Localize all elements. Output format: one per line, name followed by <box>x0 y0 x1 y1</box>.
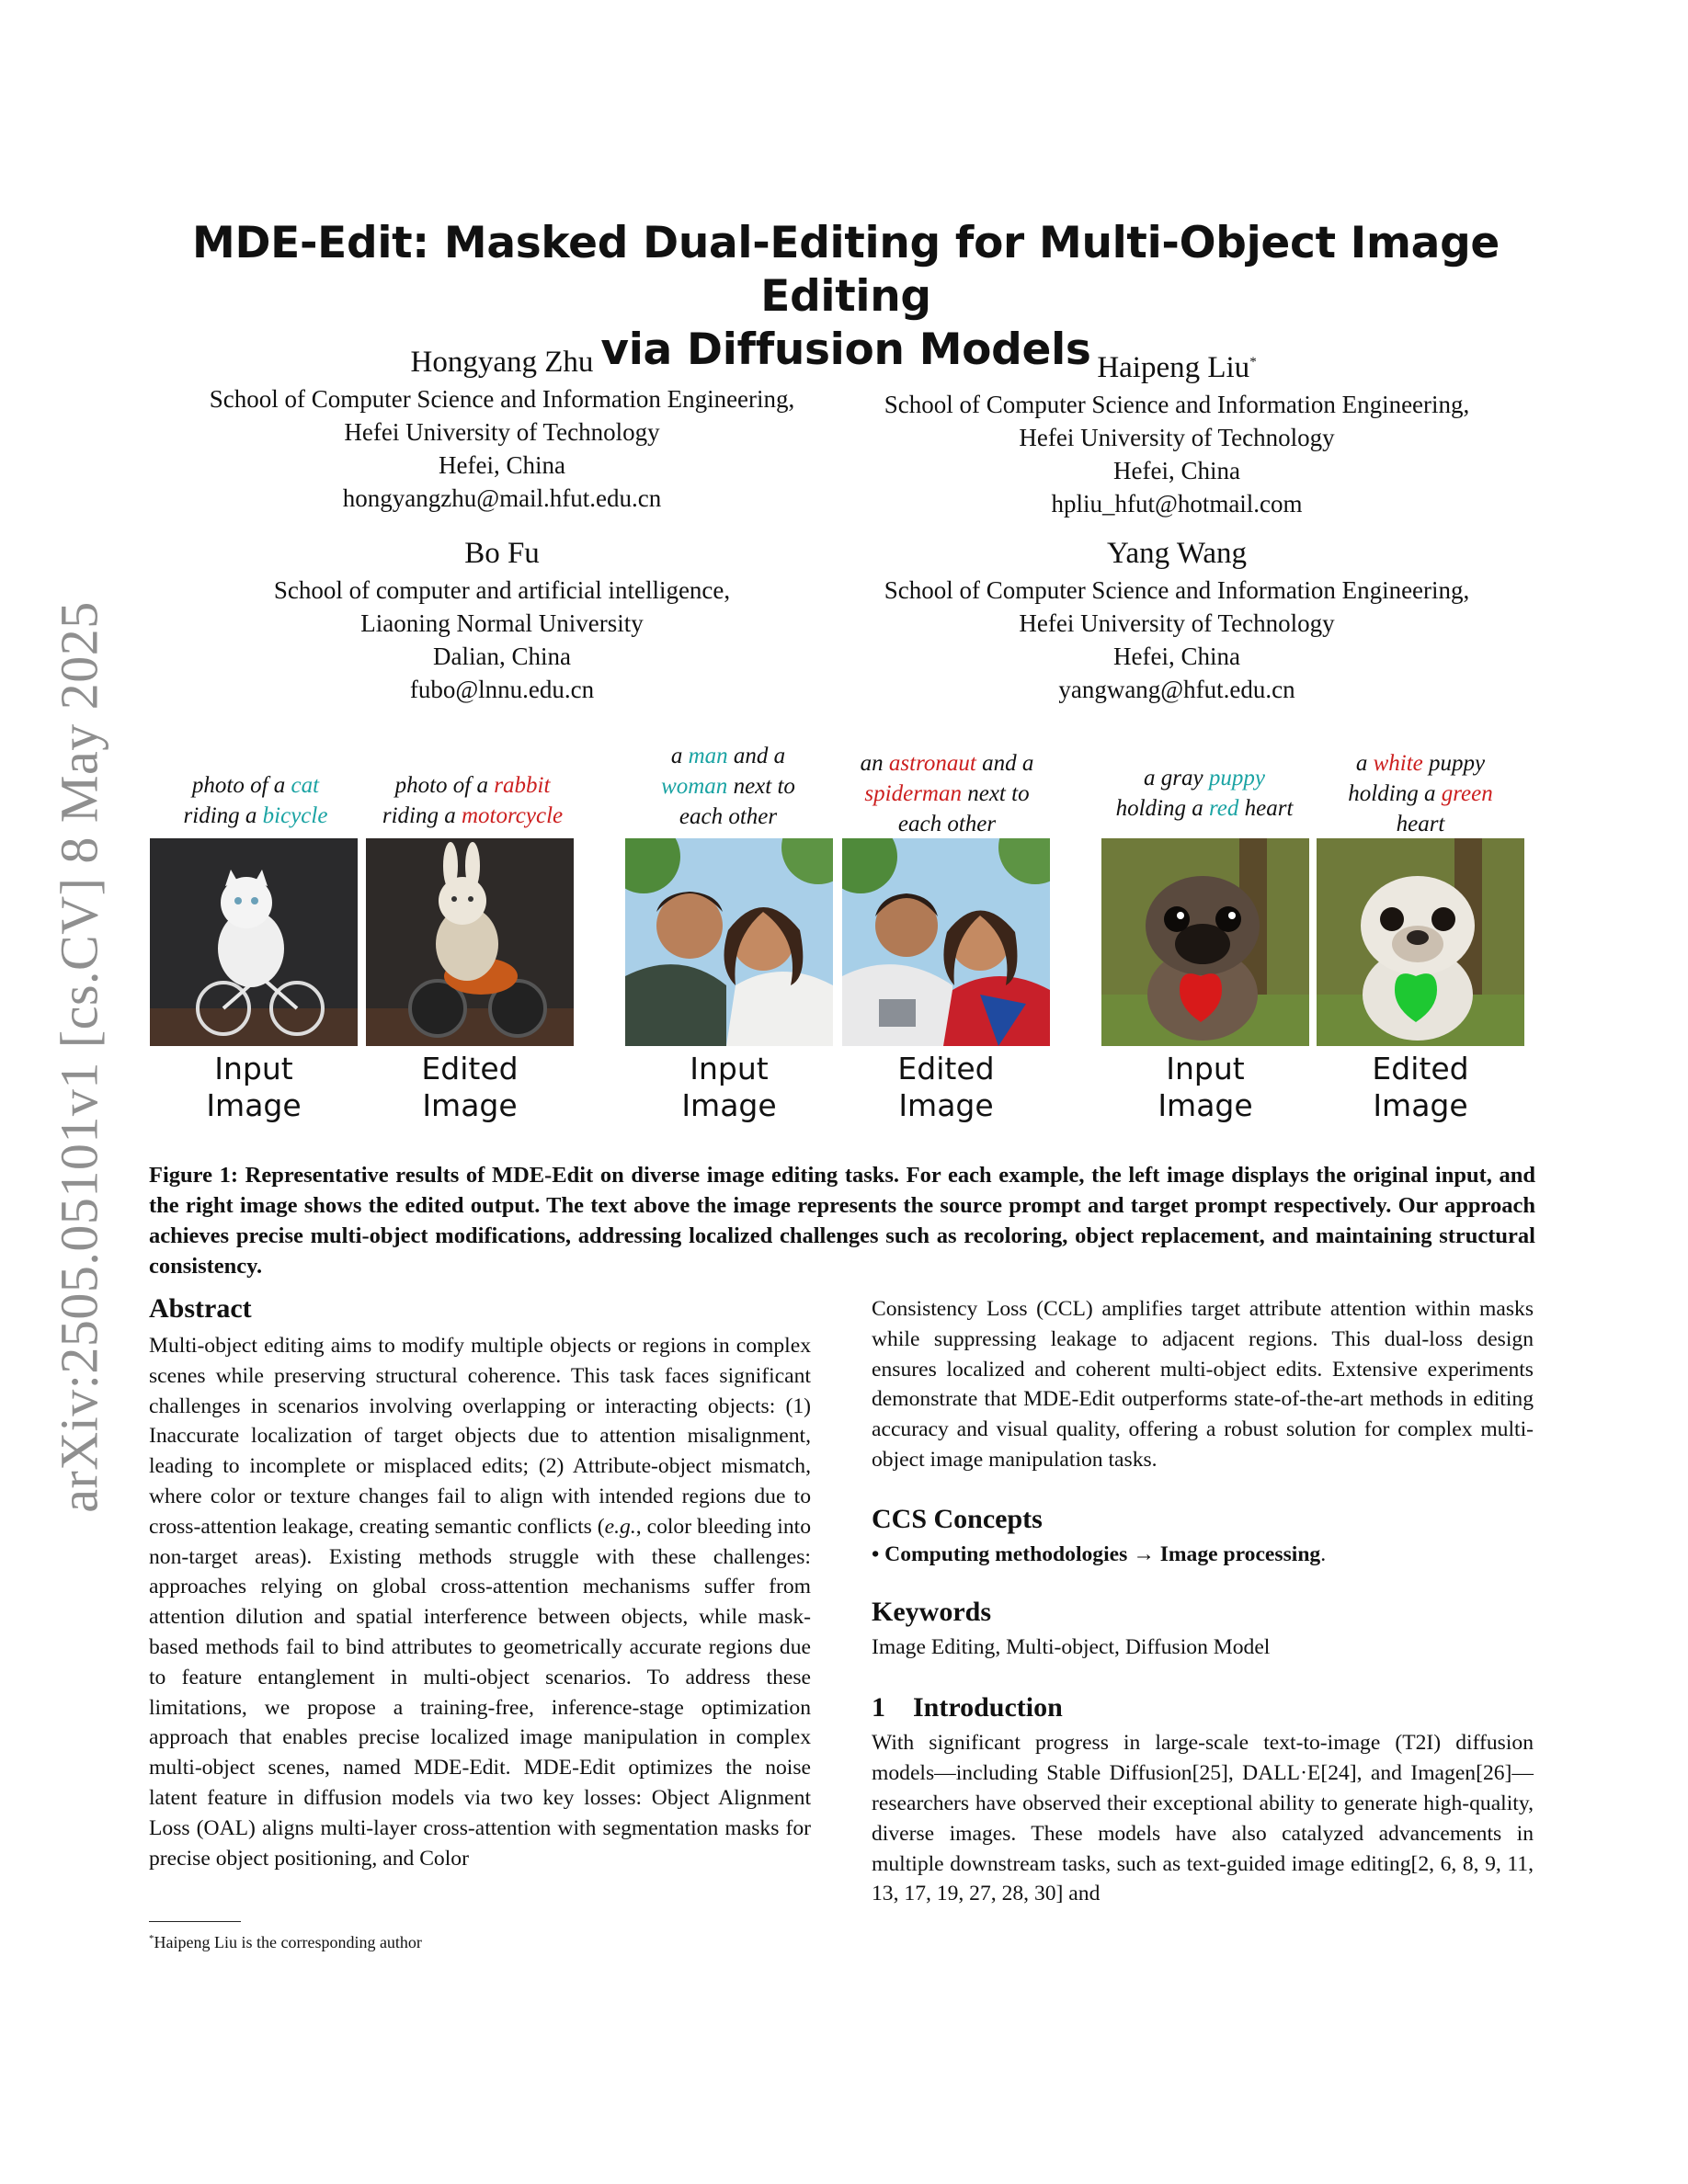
author-location: Hefei, China <box>439 451 565 479</box>
abstract-continued: Consistency Loss (CCL) amplifies target attribute attention within masks while suppressing leakage to adjacent regions. This dual-loss design ensures localized and coherent multi-object edits. Extensive experiments demonstrate that MDE-Edit outperforms state-of-the-art methods in editing accuracy and visual quality, offering a robust solution for complex multi-object image manipulation tasks. <box>872 1297 1534 1472</box>
footnote: *Haipeng Liu is the corresponding author <box>149 1933 422 1951</box>
prompt-man-woman: a man and a woman next to each other <box>661 744 795 829</box>
footnote-rule <box>149 1921 241 1922</box>
ccs-text: • Computing methodologies → Image processing. <box>872 1541 1327 1566</box>
author-block-3 <box>162 533 842 706</box>
author-location: Hefei, China <box>1113 457 1240 484</box>
label-input: Input Image <box>1158 1051 1253 1123</box>
figure-caption: Figure 1: Representative results of MDE-Edit on diverse image editing tasks. For each example, the left image displays the original input, and the right image shows the edited output. The text above the image represents the source prompt and target prompt respectively. Our approach achieves precise multi-object modifications, addressing localized challenges such as recoloring, object replacement, and maintaining structural consistency. <box>149 1163 1535 1279</box>
author-location: Dalian, China <box>433 643 571 670</box>
keywords-text: Image Editing, Multi-object, Diffusion Model <box>872 1634 1271 1659</box>
author-email: yangwang@hfut.edu.cn <box>1058 676 1295 703</box>
image-cat-input <box>150 838 358 1046</box>
title-line-1: MDE-Edit: Masked Dual-Editing for Multi-Object Image Editing <box>191 218 1500 322</box>
image-rabbit-edited <box>366 838 574 1046</box>
label-edited: Edited Image <box>421 1051 519 1123</box>
label-input: Input Image <box>206 1051 302 1123</box>
abstract-heading: Abstract <box>149 1293 252 1324</box>
keywords-heading: Keywords <box>872 1596 991 1627</box>
author-institution: Hefei University of Technology <box>1019 609 1335 637</box>
author-affiliation: School of Computer Science and Information Engineering, <box>209 385 795 413</box>
image-astronaut-spiderman-edited <box>842 838 1050 1046</box>
author-institution: Liaoning Normal University <box>360 609 644 637</box>
ccs-heading: CCS Concepts <box>872 1503 1043 1534</box>
author-email: fubo@lnnu.edu.cn <box>409 676 595 703</box>
author-institution: Hefei University of Technology <box>1019 424 1335 451</box>
right-column <box>872 1294 1534 1909</box>
image-gray-puppy-input <box>1101 838 1309 1046</box>
author-block-1 <box>162 342 842 515</box>
image-man-woman-input <box>625 838 833 1046</box>
author-institution: Hefei University of Technology <box>344 418 660 446</box>
intro-heading: 1 Introduction <box>872 1692 1063 1723</box>
author-block-4 <box>837 533 1517 706</box>
author-affiliation: School of Computer Science and Information Engineering, <box>884 391 1470 418</box>
prompt-cat: photo of a cat riding a bicycle <box>183 773 328 828</box>
intro-text: With significant progress in large-scale text-to-image (T2I) diffusion models—including Stable Diffusion[25], DALL·E[24], and Imagen[26]—researchers have observed their exceptional ability to generate high-quality, diverse images. These models have also catalyzed advancements in multiple downstream tasks, such as text-guided image editing[2, 6, 8, 9, 11, 13, 17, 19, 27, 28, 30] and <box>872 1731 1534 1906</box>
abstract-section <box>149 1291 811 1873</box>
author-affiliation: School of computer and artificial intelligence, <box>273 576 731 604</box>
author-block-2 <box>837 342 1517 520</box>
label-edited: Edited Image <box>1372 1051 1469 1123</box>
author-location: Hefei, China <box>1113 643 1240 670</box>
prompt-white-puppy: a white puppy holding a green heart <box>1348 751 1493 836</box>
abstract-text: Multi-object editing aims to modify multiple objects or regions in complex scenes while preserving structural coherence. This task faces significant challenges in scenarios involving overlapping or interacting objects: (1) Inaccurate localization of target objects due to attention misalignment, leading to incomplete or misplaced edits; (2) Attribute-object mismatch, where color or texture changes fail to align with intended regions due to cross-attention leakage, creating semantic conflicts (e.g., color bleeding into non-target areas). Existing methods struggle with these challenges: approaches relying on global cross-attention mechanisms suffer from attention dilution and spatial interference between objects, while mask-based methods fail to bind attributes to geometrically accurate regions due to feature entanglement in multi-object scenarios. To address these limitations, we propose a training-free, inference-stage optimization approach that enables precise localized image manipulation in complex multi-object scenes, named MDE-Edit. MDE-Edit optimizes the noise latent feature in diffusion models via two key losses: Object Alignment Loss (OAL) aligns multi-layer cross-attention with segmentation masks for precise object positioning, and Color <box>149 1334 811 1871</box>
author-name: Yang Wang <box>1107 537 1247 570</box>
author-name: Haipeng Liu <box>1097 351 1250 384</box>
author-affiliation: School of Computer Science and Information Engineering, <box>884 576 1470 604</box>
arxiv-sidebar <box>33 570 125 1544</box>
prompt-astronaut-spiderman: an astronaut and a spiderman next to each other <box>860 751 1034 836</box>
arxiv-id: arXiv:2505.05101v1 [cs.CV] 8 May 2025 <box>49 601 109 1513</box>
author-email: hpliu_hfut@hotmail.com <box>1051 490 1303 518</box>
corresponding-mark: * <box>1249 355 1257 370</box>
title-line-2: via Diffusion Models <box>600 324 1091 375</box>
label-edited: Edited Image <box>897 1051 995 1123</box>
label-input: Input Image <box>681 1051 777 1123</box>
image-white-puppy-edited <box>1317 838 1524 1046</box>
prompt-gray-puppy: a gray puppy holding a red heart <box>1115 766 1294 821</box>
author-name: Bo Fu <box>464 537 540 570</box>
author-email: hongyangzhu@mail.hfut.edu.cn <box>342 484 662 512</box>
author-name: Hongyang Zhu <box>410 346 594 379</box>
prompt-rabbit: photo of a rabbit riding a motorcycle <box>382 773 564 828</box>
